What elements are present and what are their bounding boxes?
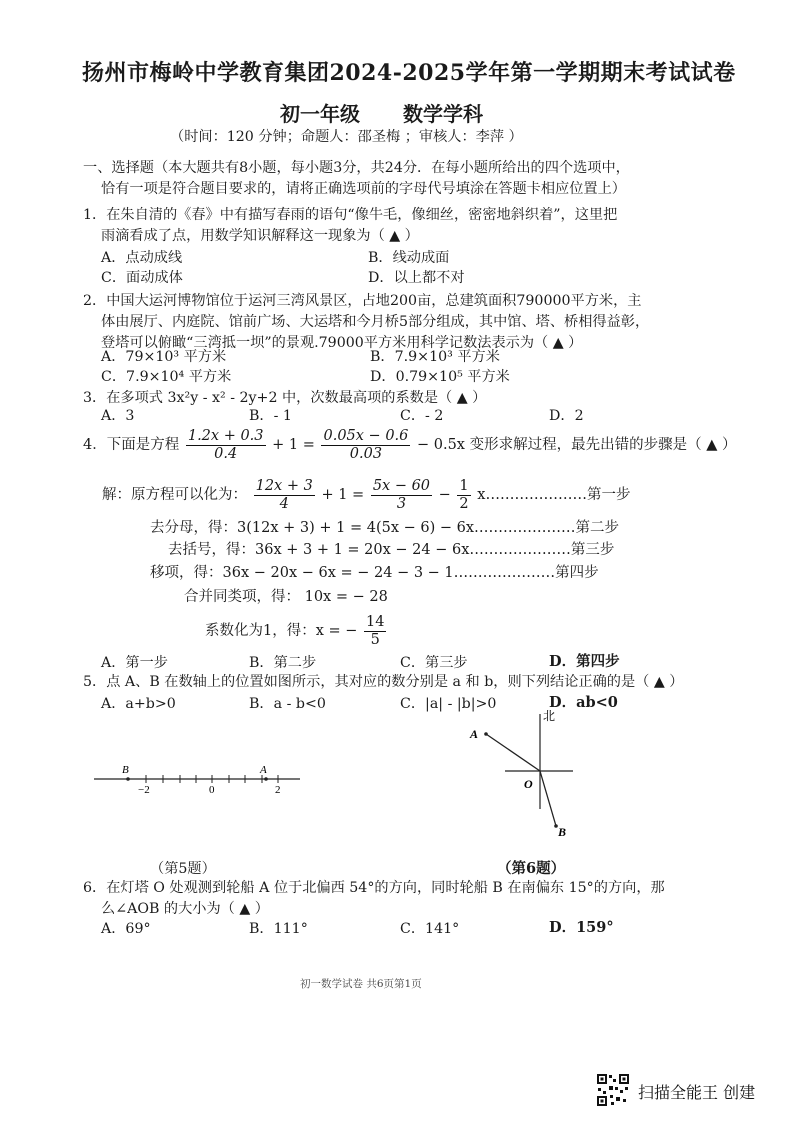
q4-step1-tail: x…………………第一步: [477, 487, 631, 504]
q4-frac2-den: 0.03: [349, 445, 383, 462]
q4-frac2-num: 0.05x − 0.6: [323, 428, 409, 444]
point-a-label: A: [260, 764, 267, 776]
q4-step6-fraction: [364, 614, 386, 648]
ray-ob: [540, 771, 556, 826]
q4-step1-fraction-1: [254, 478, 315, 512]
q4-frac1-num: 1.2x + 0.3: [187, 428, 264, 444]
q4-prefix: 4．下面是方程: [83, 437, 180, 454]
q4-mid: + 1 =: [272, 437, 315, 454]
q4-step4: 移项，得：36x − 20x − 6x = − 24 − 3 − 1…………………第四步: [150, 565, 599, 581]
q4-step1-fraction-2: [371, 478, 432, 512]
section-heading-line1: 一、选择题（本大题共有8小题，每小题3分，共24分．在每小题所给出的四个选项中，: [83, 160, 630, 176]
q4-frac1-den: 0.4: [214, 445, 238, 462]
q4-step3: 去括号，得：36x + 3 + 1 = 20x − 24 − 6x…………………第三步: [168, 542, 615, 558]
q4-stem: [83, 428, 736, 462]
north-label: 北: [543, 709, 556, 723]
q3-option-b: B．- 1: [249, 408, 292, 424]
q4-step1-label: 解：原方程可以化为：: [102, 487, 247, 504]
q6-option-b: B．111°: [249, 921, 308, 937]
q4-option-a: A．第一步: [101, 655, 168, 671]
q2-stem-line1: 2．中国大运河博物馆位于运河三湾风景区，占地200亩，总建筑面积790000平方米，主: [83, 293, 642, 309]
q6-figure-caption: （第6题）: [497, 860, 566, 877]
q4-step1-f3-den: 2: [459, 495, 469, 512]
q5-option-b: B．a - b<0: [249, 696, 326, 712]
q2-option-c: C．7.9×10⁴ 平方米: [101, 369, 232, 385]
q6-option-d: D．159°: [549, 919, 614, 936]
q3-option-d: D．2: [549, 408, 584, 424]
q4-step6-label: 系数化为1，得：x = −: [205, 623, 358, 640]
q4-step6-den: 5: [370, 631, 380, 648]
q2-stem-line2: 体由展厅、内庭院、馆前广场、大运塔和今月桥5部分组成，其中馆、塔、桥相得益彰，: [101, 314, 650, 330]
q4-step1-f1-num: 12x + 3: [255, 478, 313, 494]
q1-option-c: C．面动成体: [101, 270, 183, 286]
point-b-label: B: [122, 764, 129, 776]
q4-step6-num: 14: [366, 614, 385, 630]
tick-label-0: 0: [209, 784, 215, 796]
q6-stem-line2: 么∠AOB 的大小为（ ▲ ）: [101, 901, 269, 917]
point-b-label-q6: B: [558, 825, 567, 839]
q4-step1-f2-den: 3: [396, 495, 407, 512]
q5-option-d: D．ab<0: [549, 694, 618, 711]
point-o-label: O: [524, 777, 533, 791]
q4-fraction-1: [186, 428, 266, 462]
q3-option-c: C．- 2: [400, 408, 444, 424]
q6-direction-figure: [460, 704, 600, 844]
q4-step1-f3-num: 1: [459, 478, 469, 494]
q6-stem-line1: 6．在灯塔 O 处观测到轮船 A 位于北偏西 54°的方向，同时轮船 B 在南偏东 15°的方向，那: [83, 880, 665, 896]
exam-meta: （时间：120 分钟；命题人：邵圣梅 ；审核人：李萍 ）: [170, 129, 523, 145]
q1-option-d: D．以上都不对: [368, 270, 465, 286]
point-a-label-q6: A: [470, 727, 479, 741]
q2-option-a: A．79×10³ 平方米: [101, 349, 227, 365]
q2-stem-line3: 登塔可以俯瞰“三湾抵一坝”的景观.79000平方米用科学记数法表示为（ ▲ ）: [101, 335, 583, 351]
ray-oa: [486, 734, 540, 771]
q5-option-c: C．|a| - |b|>0: [400, 696, 497, 712]
exam-title: 扬州市梅岭中学教育集团2024-2025学年第一学期期末考试试卷: [82, 60, 736, 86]
tick-label-minus2: −2: [138, 784, 150, 796]
q6-option-c: C．141°: [400, 921, 460, 937]
q6-option-a: A．69°: [101, 921, 151, 937]
q4-step6: [205, 614, 388, 648]
point-a-dot: [264, 777, 268, 781]
q4-suffix: − 0.5x 变形求解过程，最先出错的步骤是（ ▲ ）: [416, 437, 737, 454]
q4-step1: [102, 478, 630, 512]
tick-label-2: 2: [275, 784, 281, 796]
q5-option-a: A．a+b>0: [101, 696, 176, 712]
q4-step5: 合并同类项，得： 10x = − 28: [184, 589, 388, 605]
page-footer: 初一数学试卷 共6页第1页: [300, 978, 422, 990]
q1-stem-line2: 雨滴看成了点，用数学知识解释这一现象为（ ▲ ）: [101, 228, 419, 244]
exam-subtitle-subject: 数学学科: [403, 102, 483, 126]
q5-stem: 5．点 A、B 在数轴上的位置如图所示，其对应的数分别是 a 和 b，则下列结论正确的是（ ▲ ）: [83, 674, 684, 690]
q4-option-b: B．第二步: [249, 655, 317, 671]
exam-subtitle-grade: 初一年级: [280, 102, 360, 126]
q2-option-d: D．0.79×10⁵ 平方米: [370, 369, 510, 385]
section-heading-line2: 恰有一项是符合题目要求的，请将正确选项前的字母代号填涂在答题卡相应位置上）: [101, 181, 626, 197]
q5-number-line-figure: [90, 760, 310, 800]
q4-step1-mid: + 1 =: [321, 487, 365, 504]
q4-step1-minus: −: [438, 487, 451, 504]
q1-option-a: A．点动成线: [101, 250, 183, 266]
q3-option-a: A．3: [101, 408, 135, 424]
q4-step1-f2-num: 5x − 60: [372, 478, 431, 494]
scanner-watermark: 扫描全能王 创建: [638, 1083, 756, 1102]
q1-stem-line1: 1．在朱自清的《春》中有描写春雨的语句“像牛毛，像细丝，密密地斜织着”，这里把: [83, 207, 618, 223]
point-b-dot: [126, 777, 130, 781]
q4-fraction-2: [321, 428, 410, 462]
qr-code-icon: [596, 1073, 630, 1107]
q4-option-c: C．第三步: [400, 655, 468, 671]
q4-step1-f1-den: 4: [279, 495, 289, 512]
q4-step1-fraction-3: [457, 478, 470, 512]
q1-option-b: B．线动成面: [368, 250, 450, 266]
q5-figure-caption: （第5题）: [150, 861, 216, 877]
q4-step2: 去分母，得：3(12x + 3) + 1 = 4(5x − 6) − 6x…………………第二步: [150, 520, 620, 536]
q4-option-d: D．第四步: [549, 653, 620, 670]
q3-stem: 3．在多项式 3x²y - x² - 2y+2 中，次数最高项的系数是（ ▲ ）: [83, 390, 487, 406]
q2-option-b: B．7.9×10³ 平方米: [370, 349, 500, 365]
